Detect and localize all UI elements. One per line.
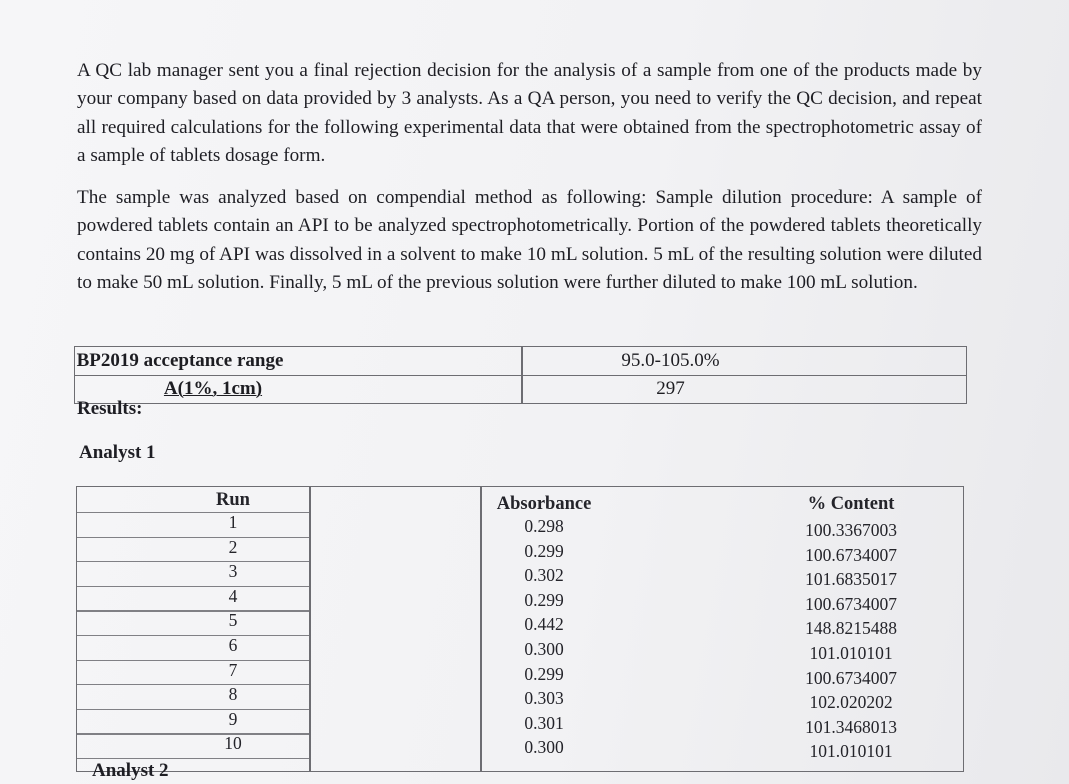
cell-absorbance: 0.302 <box>524 565 564 586</box>
cell-run: 1 <box>228 512 238 532</box>
cell-run: 7 <box>228 659 238 680</box>
cell-run: 9 <box>228 708 238 729</box>
cell-content: 102.020202 <box>809 692 893 713</box>
cell-absorbance: 0.300 <box>524 639 564 659</box>
cell-absorbance: 0.442 <box>524 614 564 635</box>
cell-content: 101.6835017 <box>805 569 897 590</box>
cell-run: 5 <box>228 610 238 631</box>
cell-run: 8 <box>228 684 238 705</box>
spec-row-absorptivity <box>75 375 966 403</box>
column-header-run: Run <box>216 490 250 510</box>
analyst1-label: Analyst 1 <box>79 442 156 463</box>
cell-absorbance: 0.299 <box>524 589 564 610</box>
spec-value-acceptance: 95.0-105.0% <box>621 350 720 371</box>
cell-content: 101.010101 <box>809 643 893 663</box>
analyst1-table <box>76 486 964 772</box>
cell-run: 4 <box>228 585 238 606</box>
cell-content: 100.6734007 <box>805 667 897 688</box>
intro-paragraph: A QC lab manager sent you a final rejection decision for the analysis of a sample from one of the products made by your company based on data provided by 3 analysts. As a QA person, you need to verify the QC decision, and repeat all required calculations for the following experimental data that were obtained from the spectrophotometric assay of a sample of tablets dosage form. <box>77 60 982 167</box>
cell-absorbance: 0.299 <box>524 663 564 684</box>
cell-content: 100.3367003 <box>805 520 897 540</box>
spec-value-absorptivity: 297 <box>656 378 685 399</box>
cell-absorbance: 0.299 <box>524 540 564 561</box>
cell-content: 100.6734007 <box>805 544 897 565</box>
cell-absorbance: 0.301 <box>524 712 564 733</box>
method-paragraph: The sample was analyzed based on compendial method as following: Sample dilution procedure: A sample of powdered tablets contain an API to be analyzed spectrophotometrically. Portion of the powdered tablets theoretically contains 20 mg of API was dissolved in a solvent to make 10 mL solution. 5 mL of the resulting solution were diluted to make 50 mL solution. Finally, 5 mL of the previous solution were further diluted to make 100 mL solution. <box>77 187 982 294</box>
spec-row-acceptance <box>75 347 966 376</box>
cell-run: 6 <box>228 635 238 655</box>
analyst2-label: Analyst 2 <box>92 760 169 781</box>
cell-run: 3 <box>228 561 238 582</box>
cell-absorbance: 0.300 <box>524 737 564 758</box>
table-row <box>77 487 963 771</box>
spec-label-acceptance: BP2019 acceptance range <box>76 350 284 371</box>
cell-run: 10 <box>224 733 242 754</box>
cell-absorbance: 0.303 <box>524 688 564 709</box>
cell-content: 101.3468013 <box>805 716 897 737</box>
cell-run: 2 <box>228 536 238 557</box>
spec-label-absorptivity: A(1%, 1cm) <box>163 378 263 399</box>
cell-content: 101.010101 <box>809 741 893 762</box>
column-header-content: % Content <box>807 494 895 514</box>
cell-content: 100.6734007 <box>805 593 897 614</box>
column-header-absorbance: Absorbance <box>496 494 592 514</box>
cell-content: 148.8215488 <box>805 618 897 639</box>
spec-table <box>74 346 967 404</box>
results-label: Results: <box>77 398 143 419</box>
cell-absorbance: 0.298 <box>524 516 564 536</box>
